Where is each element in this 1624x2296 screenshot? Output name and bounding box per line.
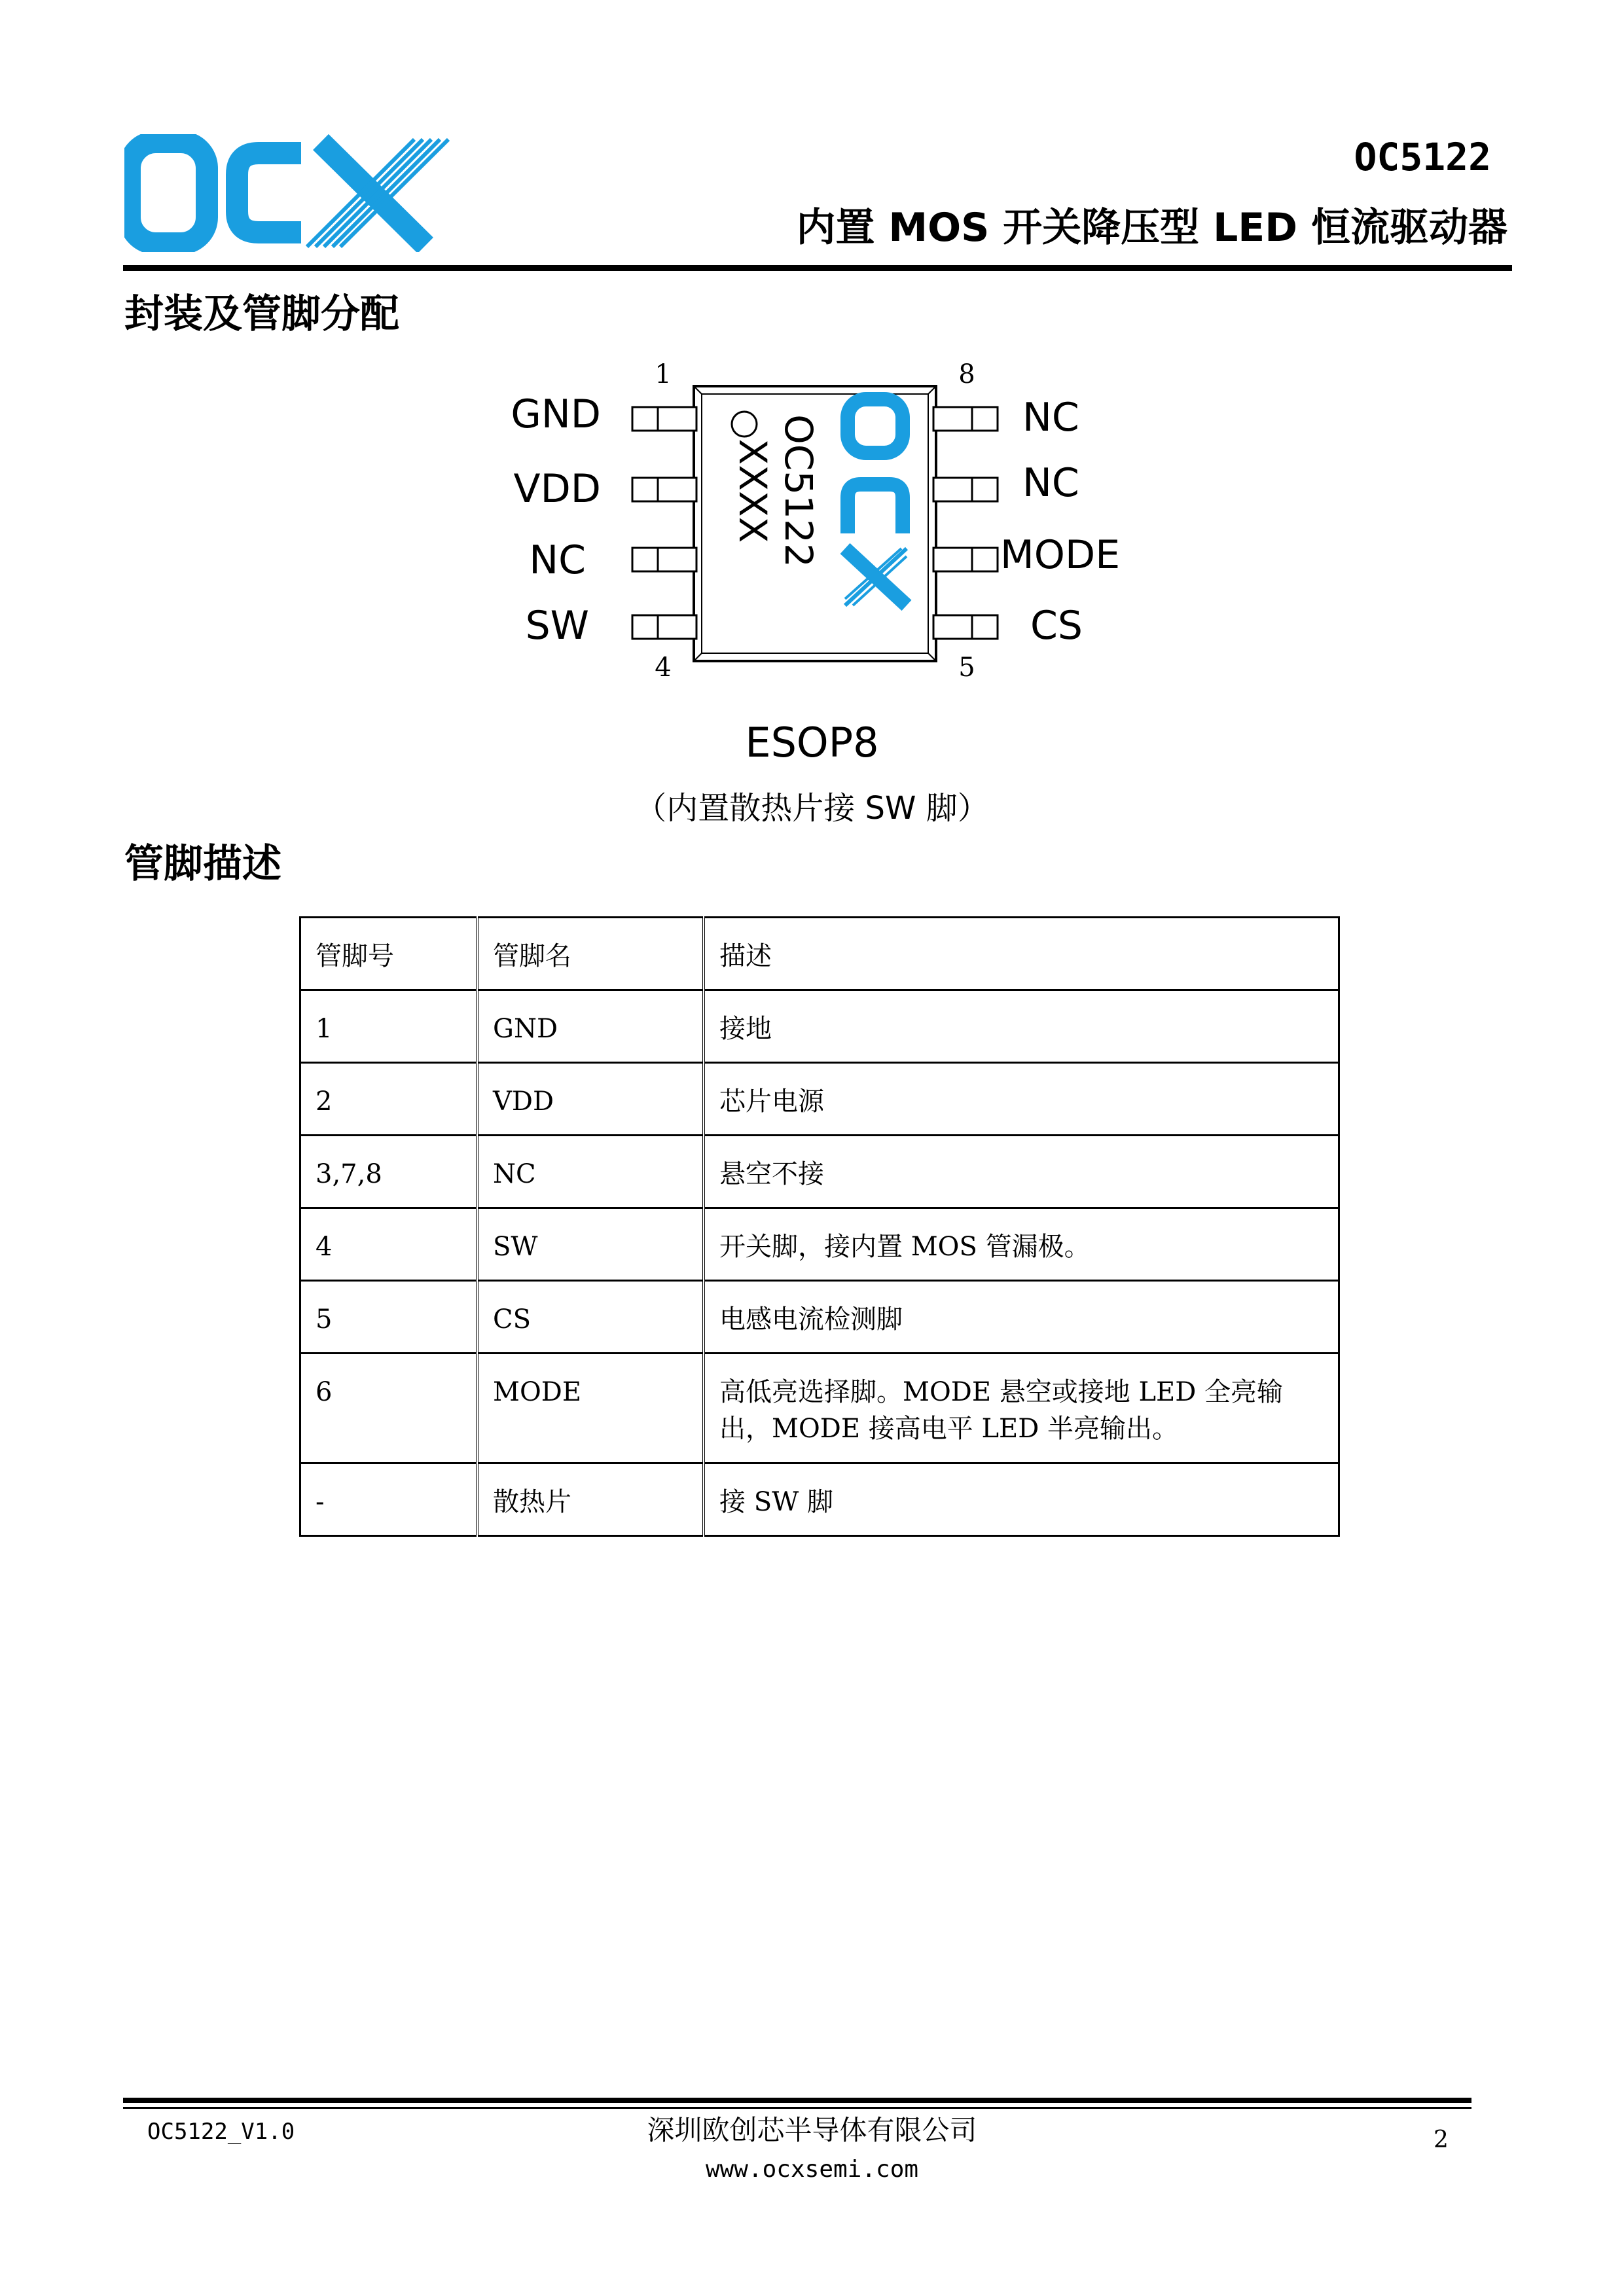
pin-name-cs: CS	[1030, 603, 1083, 649]
table-cell-desc: 开关脚，接内置 MOS 管漏极。	[704, 1208, 1339, 1281]
table-cell-pin: 6	[300, 1354, 478, 1463]
table-cell-name: GND	[477, 990, 704, 1063]
footer-version: OC5122_V1.0	[147, 2119, 295, 2145]
chip-marking-part: OC5122	[776, 414, 821, 567]
table-cell-desc: 电感电流检测脚	[704, 1281, 1339, 1354]
pin-number-1: 1	[655, 359, 672, 389]
table-cell-name: CS	[477, 1281, 704, 1354]
table-header-cell: 管脚名	[477, 918, 704, 990]
table-cell-pin: 4	[300, 1208, 478, 1281]
logo-letter-c	[237, 153, 301, 232]
table-header-cell: 描述	[704, 918, 1339, 990]
pin-name-sw: SW	[525, 603, 589, 649]
table-header-cell: 管脚号	[300, 918, 478, 990]
table-row	[300, 1208, 1339, 1281]
section-title-pin-description: 管脚描述	[124, 841, 281, 887]
table-row	[300, 1281, 1339, 1354]
table-cell-desc: 高低亮选择脚。MODE 悬空或接地 LED 全亮输出，MODE 接高电平 LED 半亮输出。	[704, 1354, 1339, 1463]
pin-number-8: 8	[958, 359, 975, 389]
chip-marking-lot: XXXX	[731, 439, 775, 543]
table-row	[300, 1463, 1339, 1536]
table-row	[300, 1354, 1339, 1463]
pin-name-nc-7: NC	[1022, 460, 1079, 506]
table-cell-desc: 芯片电源	[704, 1063, 1339, 1136]
header-divider	[123, 265, 1512, 271]
footer-divider-thin	[123, 2107, 1471, 2109]
ocx-logo	[124, 134, 452, 252]
table-row	[300, 1063, 1339, 1136]
footer-url[interactable]: www.ocxsemi.com	[705, 2156, 919, 2183]
table-cell-pin: 1	[300, 990, 478, 1063]
table-cell-desc: 接 SW 脚	[704, 1463, 1339, 1536]
table-row	[300, 990, 1339, 1063]
header-title: 内置 MOS 开关降压型 LED 恒流驱动器	[796, 205, 1507, 251]
pin-number-5: 5	[958, 653, 975, 683]
right-pin-leads	[933, 407, 998, 639]
logo-letter-x	[307, 139, 448, 247]
pin-name-gnd: GND	[511, 391, 601, 437]
table-cell-desc: 悬空不接	[704, 1136, 1339, 1208]
pin-name-vdd: VDD	[513, 466, 601, 512]
table-cell-pin: 3,7,8	[300, 1136, 478, 1208]
left-pin-leads	[632, 407, 696, 639]
package-note: （内置散热片接 SW 脚）	[635, 790, 989, 827]
table-cell-name: SW	[477, 1208, 704, 1281]
pin-name-nc-8: NC	[1022, 395, 1079, 440]
pin-name-nc-left: NC	[529, 537, 586, 583]
table-header-row	[300, 918, 1339, 990]
table-cell-pin: -	[300, 1463, 478, 1536]
footer-company: 深圳欧创芯半导体有限公司	[647, 2114, 977, 2146]
footer-divider-thick	[123, 2098, 1471, 2103]
table-cell-name: 散热片	[477, 1463, 704, 1536]
chip-pinout-diagram	[458, 353, 1244, 746]
table-cell-name: VDD	[477, 1063, 704, 1136]
page-number: 2	[1434, 2126, 1449, 2153]
pin-description-table	[299, 916, 1340, 1537]
table-cell-desc: 接地	[704, 990, 1339, 1063]
table-cell-name: MODE	[477, 1354, 704, 1463]
table-row	[300, 1136, 1339, 1208]
table-cell-pin: 2	[300, 1063, 478, 1136]
pin-number-4: 4	[655, 653, 672, 683]
table-cell-pin: 5	[300, 1281, 478, 1354]
package-name: ESOP8	[745, 719, 879, 766]
pin-name-mode: MODE	[1000, 532, 1121, 578]
section-title-package: 封装及管脚分配	[124, 291, 399, 337]
table-cell-name: NC	[477, 1136, 704, 1208]
header-model: OC5122	[1354, 135, 1491, 179]
logo-letter-o	[130, 142, 207, 243]
